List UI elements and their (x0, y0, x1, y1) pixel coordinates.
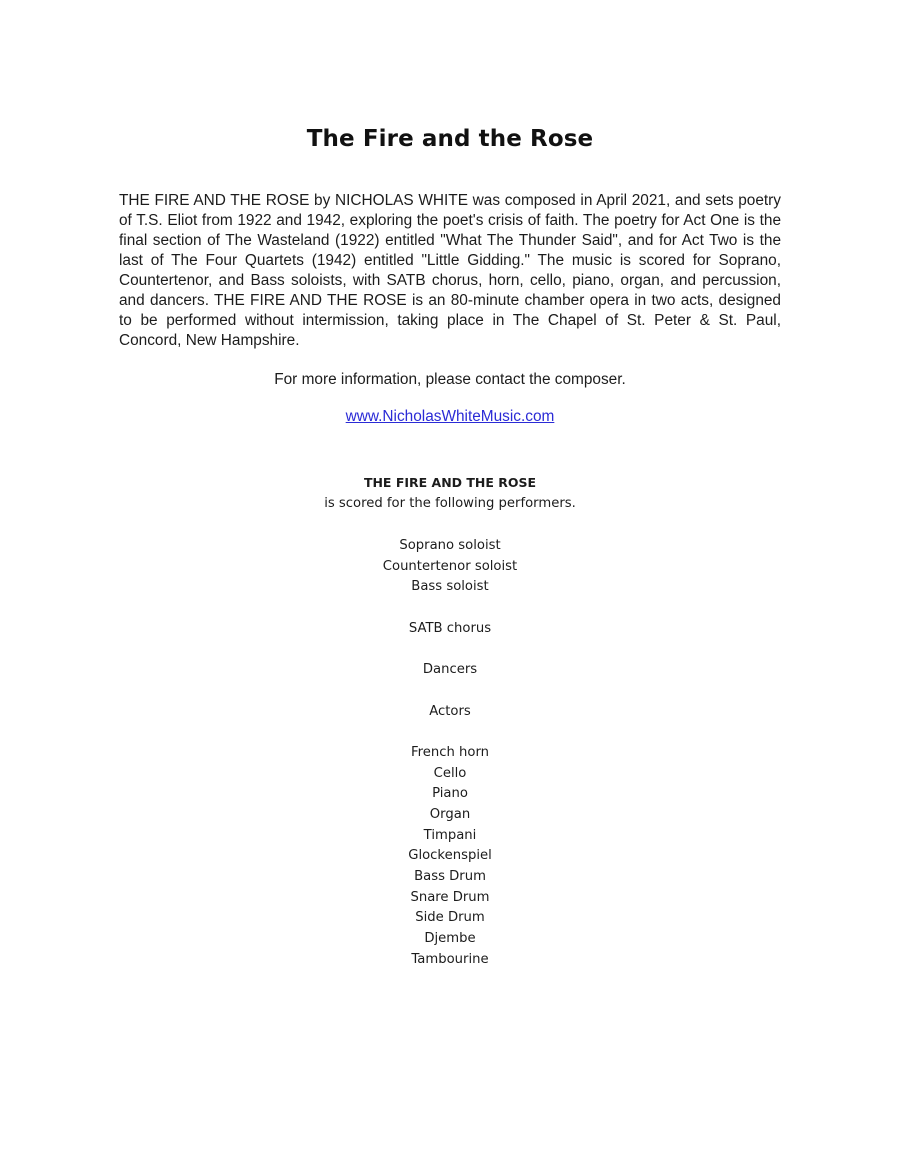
page-title: The Fire and the Rose (306, 126, 594, 152)
instrument-side-drum: Side Drum (415, 910, 485, 926)
instrument-timpani: Timpani (423, 827, 477, 843)
performer-soprano: Soprano soloist (399, 538, 501, 553)
contact-line: For more information, please contact the composer. (274, 371, 626, 388)
performer-chorus: SATB chorus (408, 620, 492, 636)
list-spacer (0, 722, 900, 743)
performer-countertenor: Countertenor soloist (382, 558, 518, 574)
instrument-organ: Organ (429, 806, 471, 822)
performer-dancers: Dancers (422, 662, 478, 678)
list-spacer (0, 639, 900, 660)
list-spacer (0, 598, 900, 619)
performers-list (0, 536, 900, 970)
instrument-french-horn: French horn (410, 744, 489, 760)
performer-actors: Actors (429, 703, 471, 719)
instrument-piano: Piano (432, 786, 468, 802)
instrument-snare-drum: Snare Drum (410, 889, 490, 905)
performer-bass: Bass soloist (411, 579, 489, 595)
scoring-heading: THE FIRE AND THE ROSE (363, 475, 537, 490)
list-spacer (0, 681, 900, 702)
instrument-glockenspiel: Glockenspiel (408, 848, 492, 864)
website-link[interactable]: www.NicholasWhiteMusic.com (345, 408, 555, 425)
intro-paragraph: THE FIRE AND THE ROSE by NICHOLAS WHITE was composed in April 2021, and sets poetry of T.S. Eliot from 1922 and 1942, exploring the poet's crisis of faith. The poetry for Act One is the final section of The Wasteland (1922) entitled "What The Thunder Said", and for Act Two is the last of The Four Quartets (1942) entitled "Little Gidding." The music is scored for Soprano, Countertenor, and Bass soloists, with SATB chorus, horn, cello, piano, organ, and percussion, and dancers. THE FIRE AND THE ROSE is an 80-minute chamber opera in two acts, designed to be performed without intermission, taking place in The Chapel of St. Peter & St. Paul, Concord, New Hampshire. (119, 192, 781, 349)
instrument-cello: Cello (433, 765, 467, 781)
instrument-djembe: Djembe (424, 931, 476, 947)
instrument-bass-drum: Bass Drum (414, 869, 486, 884)
website-line (0, 407, 900, 427)
scoring-subheading: is scored for the following performers. (324, 496, 576, 511)
instrument-tambourine: Tambourine (411, 951, 489, 967)
